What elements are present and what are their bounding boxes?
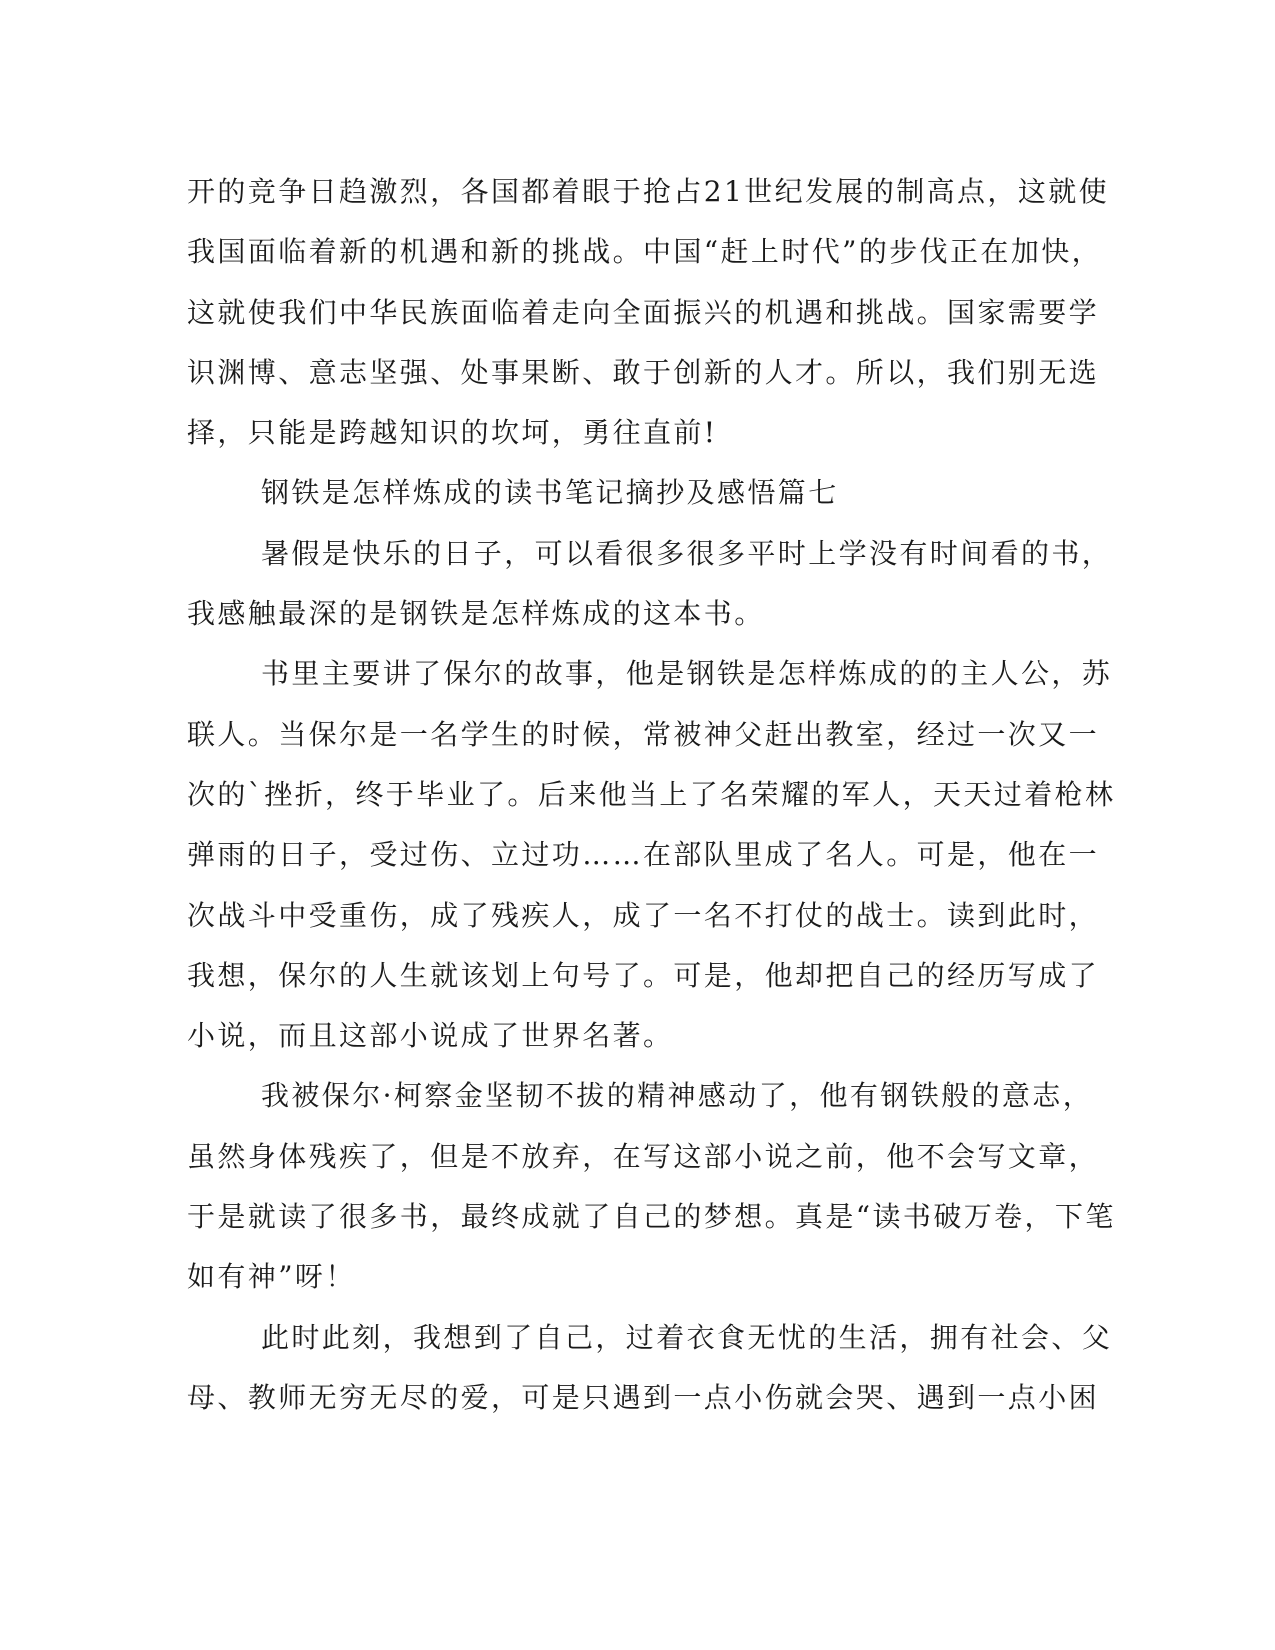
paragraph-start: 暑假是快乐的日子，可以看很多很多平时上学没有时间看的书， <box>261 536 1113 570</box>
section-heading: 钢铁是怎样炼成的读书笔记摘抄及感悟篇七 <box>261 476 839 510</box>
text-line: 联人。当保尔是一名学生的时候，常被神父赶出教室，经过一次又一 <box>187 717 1100 751</box>
text-line: 次的`挫折，终于毕业了。后来他当上了名荣耀的军人，天天过着枪林 <box>187 777 1116 811</box>
text-line: 我感触最深的是钢铁是怎样炼成的这本书。 <box>187 597 765 631</box>
text-line: 小说，而且这部小说成了世界名著。 <box>187 1019 674 1053</box>
text-line: 于是就读了很多书，最终成就了自己的梦想。真是“读书破万卷，下笔 <box>187 1200 1116 1234</box>
text-line: 弹雨的日子，受过伤、立过功……在部队里成了名人。可是，他在一 <box>187 838 1100 872</box>
document-body <box>187 162 1116 1428</box>
paragraph-start: 我被保尔·柯察金坚韧不拔的精神感动了，他有钢铁般的意志， <box>261 1079 1094 1113</box>
text-line: 识渊博、意志坚强、处事果断、敢于创新的人才。所以，我们别无选 <box>187 355 1100 389</box>
text-line: 如有神”呀！ <box>187 1260 356 1294</box>
text-line: 次战斗中受重伤，成了残疾人，成了一名不打仗的战士。读到此时， <box>187 898 1100 932</box>
text-line: 这就使我们中华民族面临着走向全面振兴的机遇和挑战。国家需要学 <box>187 295 1100 329</box>
text-line: 择，只能是跨越知识的坎坷，勇往直前! <box>187 416 718 450</box>
text-line: 母、教师无穷无尽的爱，可是只遇到一点小伤就会哭、遇到一点小困 <box>187 1380 1100 1414</box>
paragraph-start: 此时此刻，我想到了自己，过着衣食无忧的生活，拥有社会、父 <box>261 1320 1113 1354</box>
paragraph-start: 书里主要讲了保尔的故事，他是钢铁是怎样炼成的的主人公，苏 <box>261 657 1113 691</box>
text-line: 我国面临着新的机遇和新的挑战。中国“赶上时代”的步伐正在加快， <box>187 235 1103 269</box>
text-line: 我想，保尔的人生就该划上句号了。可是，他却把自己的经历写成了 <box>187 958 1100 992</box>
text-line: 虽然身体残疾了，但是不放弃，在写这部小说之前，他不会写文章， <box>187 1139 1100 1173</box>
text-line: 开的竞争日趋激烈，各国都着眼于抢占21世纪发展的制高点，这就使 <box>187 175 1110 208</box>
